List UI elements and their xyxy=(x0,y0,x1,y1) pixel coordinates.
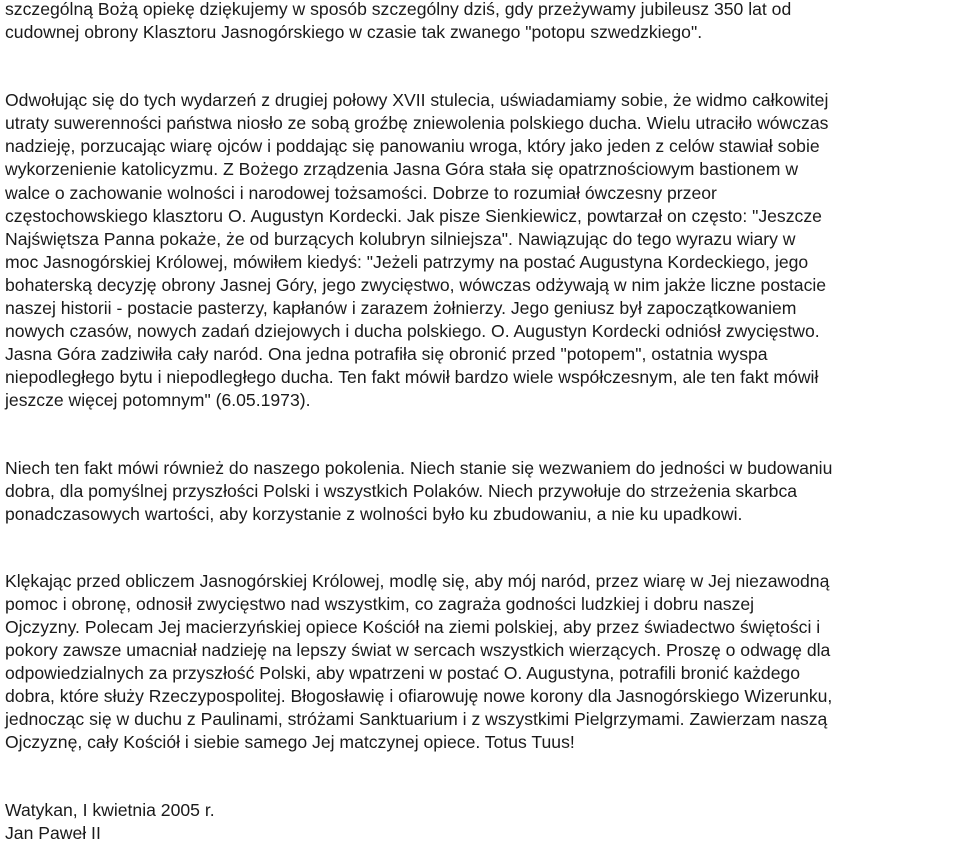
document-page xyxy=(5,0,958,845)
text-line: niepodległego bytu i niepodległego ducha. Ten fakt mówił bardzo wiele współczesnym, ale ten fakt mówił xyxy=(5,367,819,388)
text-line: utraty suwerenności państwa niosło ze sobą groźbę zniewolenia polskiego ducha. Wielu utraciło wówczas xyxy=(5,113,829,134)
paragraph-jubilee xyxy=(5,0,958,44)
text-line: szczególną Bożą opiekę dziękujemy w sposób szczególny dziś, gdy przeżywamy jubileusz 350 lat od xyxy=(5,0,792,19)
text-line: naszej historii - postacie pasterzy, kapłanów i zarazem żołnierzy. Jego geniusz był zapoczątkowaniem xyxy=(5,298,797,319)
text-line: dobra, które służy Rzeczypospolitej. Błogosławię i ofiarowuję nowe korony dla Jasnogórskiego Wizerunku, xyxy=(5,686,833,707)
text-line: moc Jasnogórskiej Królowej, mówiłem kiedyś: "Jeżeli patrzymy na postać Augustyna Kordeckiego, jego xyxy=(5,251,809,272)
text-line: wykorzenienie katolicyzmu. Z Bożego zrządzenia Jasna Góra stała się opatrznościowym bastionem w xyxy=(5,159,799,180)
signature-place-date: Watykan, I kwietnia 2005 r. xyxy=(5,799,215,820)
text-line: pomoc i obronę, odnosił zwycięstwo nad wszystkim, co zagraża godności ludzkiej i dobru naszej xyxy=(5,593,755,614)
paragraph-spacer xyxy=(5,413,958,457)
text-line: Najświętsza Panna pokaże, że od burzących kolubryn silniejsza". Nawiązując do tego wyrazu wiary w xyxy=(5,228,796,249)
paragraph-generation xyxy=(5,457,958,526)
text-line: nowych czasów, nowych zadań dziejowych i ducha polskiego. O. Augustyn Kordecki odniósł zwycięstwo. xyxy=(5,321,820,342)
paragraph-history xyxy=(5,89,958,412)
signature-block xyxy=(5,799,958,845)
text-line: jeszcze więcej potomnym" (6.05.1973). xyxy=(5,390,311,411)
text-line: odpowiedzialnych za przyszłość Polski, aby wpatrzeni w postać O. Augustyna, potrafili bronić każdego xyxy=(5,663,801,684)
text-line: walce o zachowanie wolności i narodowej tożsamości. Dobrze to rozumiał ówczesny przeor xyxy=(5,182,717,203)
text-line: Odwołując się do tych wydarzeń z drugiej połowy XVII stulecia, uświadamiamy sobie, że widmo całkowitej xyxy=(5,90,829,111)
text-line: bohaterską decyzję obrony Jasnej Góry, jego zwycięstwo, wówczas odżywają w nim jakże liczne postacie xyxy=(5,274,827,295)
paragraph-spacer xyxy=(5,44,958,89)
text-line: Klękając przed obliczem Jasnogórskiej Królowej, modlę się, aby mój naród, przez wiarę w Jej niezawodną xyxy=(5,570,830,591)
paragraph-prayer xyxy=(5,570,958,755)
text-line: Ojczyzny. Polecam Jej macierzyńskiej opiece Kościół na ziemi polskiej, aby przez świadectwo świętości i xyxy=(5,616,821,637)
signature-author: Jan Paweł II xyxy=(5,822,101,843)
text-line: cudownej obrony Klasztoru Jasnogórskiego w czasie tak zwanego "potopu szwedzkiego". xyxy=(5,22,703,43)
text-line: dobra, dla pomyślnej przyszłości Polski i wszystkich Polaków. Niech przywołuje do strzeżenia skarbca xyxy=(5,480,798,501)
text-line: Niech ten fakt mówi również do naszego pokolenia. Niech stanie się wezwaniem do jedności w budowaniu xyxy=(5,457,833,478)
text-line: pokory zawsze umacniał nadzieję na lepszy świat w sercach wszystkich wierzących. Proszę o odwagę dla xyxy=(5,640,831,661)
text-line: ponadczasowych wartości, aby korzystanie z wolności było ku zbudowaniu, a nie ku upadkowi. xyxy=(5,503,743,524)
text-line: Ojczyznę, cały Kościół i siebie samego Jej matczynej opiece. Totus Tuus! xyxy=(5,732,575,753)
text-line: nadzieję, porzucając wiarę ojców i poddając się panowaniu wroga, który jako jeden z celów stawiał sobie xyxy=(5,136,820,157)
paragraph-spacer xyxy=(5,526,958,570)
text-line: jednocząc się w duchu z Paulinami, stróżami Sanktuarium i z wszystkimi Pielgrzymami. Zawierzam naszą xyxy=(5,709,828,730)
paragraph-spacer xyxy=(5,755,958,799)
text-line: częstochowskiego klasztoru O. Augustyn Kordecki. Jak pisze Sienkiewicz, powtarzał on często: "Jeszcze xyxy=(5,205,822,226)
text-line: Jasna Góra zadziwiła cały naród. Ona jedna potrafiła się obronić przed "potopem", ostatnia wyspa xyxy=(5,344,768,365)
